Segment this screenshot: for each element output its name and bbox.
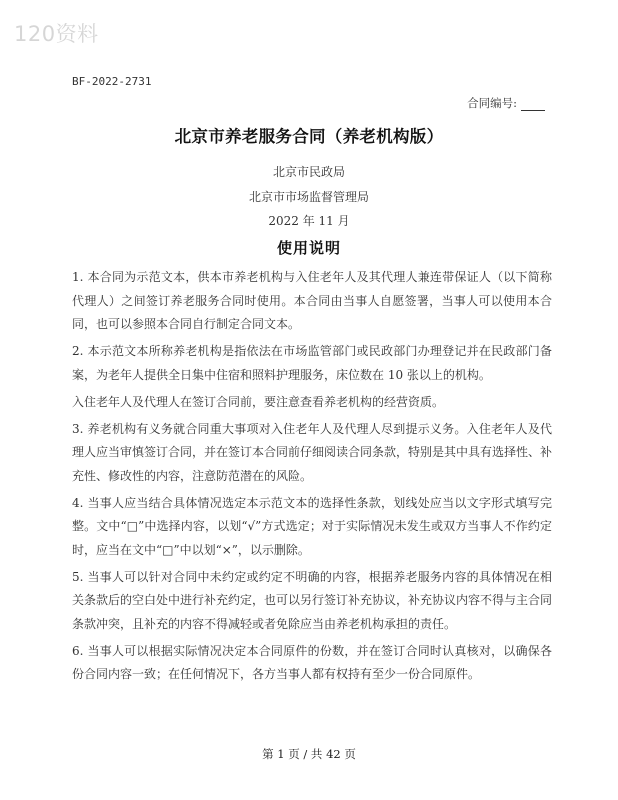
paragraph-2-note: 入住老年人及代理人在签订合同前，要注意查看养老机构的经营资质。	[72, 394, 445, 409]
contract-number-label: 合同编号:	[467, 96, 517, 110]
document-title: 北京市养老服务合同（养老机构版）	[174, 127, 444, 146]
contract-number-field	[467, 95, 545, 111]
contract-number-blank	[521, 98, 545, 111]
document-code: BF-2022-2731	[72, 75, 152, 88]
instructions-body	[72, 266, 552, 690]
paragraph-3: 3. 养老机构有义务就合同重大事项对入住老年人及代理人尽到提示义务。入住老年人及代理人应当审慎签订合同，并在签订本合同前仔细阅读合同条款，特别是其中具有选择性、补充性、修改性的内容，注意防范潜在的风险。	[72, 421, 553, 483]
page-footer: 第 1 页 / 共 42 页	[262, 747, 356, 761]
issuer-civil-affairs: 北京市民政局	[272, 165, 345, 179]
paragraph-4: 4. 当事人应当结合具体情况选定本示范文本的选择性条款，划线处应当以文字形式填写完整。文中“□”中选择内容，以划“√”方式选定；对于实际情况未发生或双方当事人不作约定时，应当在文中“□”中以划“×”，以示删除。	[72, 495, 552, 557]
issue-date: 2022 年 11 月	[268, 214, 350, 228]
issuer-market-regulation: 北京市市场监督管理局	[248, 190, 369, 204]
paragraph-1: 1. 本合同为示范文本，供本市养老机构与入住老年人及其代理人兼连带保证人（以下简称代理人）之间签订养老服务合同时使用。本合同由当事人自愿签署，当事人可以使用本合同，也可以参照本合同自行制定合同文本。	[72, 270, 552, 331]
watermark: 120资料	[14, 22, 99, 46]
paragraph-5: 5. 当事人可以针对合同中未约定或约定不明确的内容，根据养老服务内容的具体情况在相关条款后的空白处中进行补充约定，也可以另行签订补充协议，补充协议内容不得与主合同条款冲突，且补充的内容不得减轻或者免除应当由养老机构承担的责任。	[72, 569, 553, 631]
section-title: 使用说明	[276, 239, 341, 257]
paragraph-2: 2. 本示范文本所称养老机构是指依法在市场监管部门或民政部门办理登记并在民政部门备案，为老年人提供全日集中住宿和照料护理服务，床位数在 10 张以上的机构。	[72, 344, 552, 382]
paragraph-6: 6. 当事人可以根据实际情况决定本合同原件的份数，并在签订合同时认真核对，以确保各份合同内容一致；在任何情况下，各方当事人都有权持有至少一份合同原件。	[72, 643, 552, 681]
